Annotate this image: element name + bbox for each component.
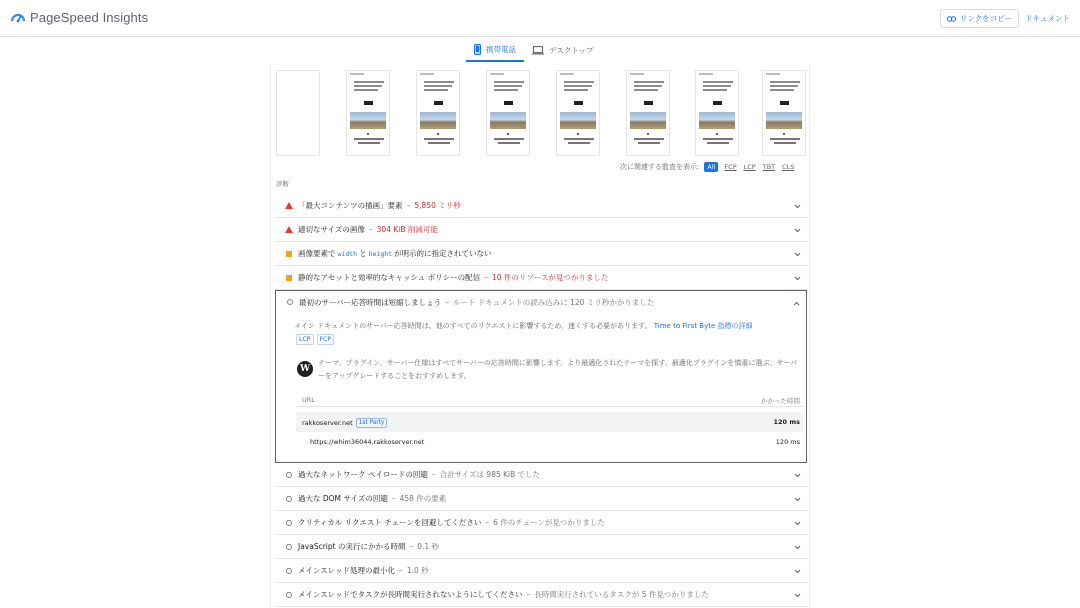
phone-icon [474, 44, 481, 55]
wordpress-tip: テーマ、プラグイン、サーバー仕様はすべてサーバーの応答時間に影響します。より最適化されたテーマを探す、最適化プラグインを慎重に選ぶ、サーバーをアップグレードすることをおすすめします。 [318, 359, 798, 380]
audit-separator: – [484, 273, 488, 282]
chevron-down-icon[interactable] [793, 567, 801, 575]
audit-item[interactable] [275, 559, 807, 583]
audit-display-value: 5,850 ミリ秒 [414, 201, 461, 210]
audit-separator: – [399, 566, 403, 575]
pass-icon [284, 472, 294, 478]
metric-tag-lcp[interactable]: LCP [296, 334, 314, 345]
audit-filter [620, 162, 795, 172]
audit-separator: – [391, 494, 396, 503]
pass-icon [284, 592, 294, 598]
audit-title: 「最大コンテンツの描画」要素 [298, 201, 403, 210]
pass-icon [284, 544, 294, 550]
filmstrip-frame [416, 70, 460, 156]
audit-description [294, 321, 804, 332]
docs-link[interactable]: ドキュメント [1025, 14, 1070, 23]
audit-title: 過大なネットワーク ペイロードの回避 [298, 470, 428, 479]
learn-more-link[interactable]: Time to First Byte 指標の詳細 [653, 322, 753, 330]
audit-display-value: 長時間実行されているタスクが 5 件見つかりました [534, 590, 709, 599]
filmstrip-frame-blank [276, 70, 320, 156]
audit-title-prefix: 画像要素で [298, 249, 336, 258]
report-column [270, 64, 810, 608]
audit-title-suffix: が明示的に指定されていない [394, 249, 492, 258]
chevron-down-icon[interactable] [793, 471, 801, 479]
audit-title: 最初のサーバー応答時間は短縮しましょう [299, 297, 442, 307]
audit-separator: – [485, 518, 490, 527]
device-tabs [466, 38, 601, 64]
audit-display-value: 458 件の要素 [399, 494, 447, 503]
audit-title: メインスレッドでタスクが長時間実行されないようにしてください [298, 590, 523, 599]
audit-title: JavaScript の実行にかかる時間 [298, 542, 406, 551]
chevron-down-icon[interactable] [793, 202, 801, 210]
description-text: メイン ドキュメントのサーバー応答時間は、他のすべてのリクエストに影響するため、速くする必要があります。 [294, 322, 652, 330]
chevron-down-icon[interactable] [793, 495, 801, 503]
audit-item[interactable] [275, 218, 807, 242]
link-icon [947, 16, 956, 22]
audit-item[interactable] [275, 463, 807, 487]
audit-separator: – [368, 225, 373, 234]
audit-item-expanded-header[interactable] [276, 291, 806, 313]
fail-icon [284, 202, 294, 209]
average-icon [284, 251, 294, 257]
copy-link-button[interactable] [940, 9, 1019, 28]
tab-desktop-label: デスクトップ [549, 45, 594, 55]
pass-icon [284, 496, 294, 502]
column-header-time: かかった時間 [761, 397, 800, 405]
filmstrip-frame [626, 70, 670, 156]
audit-item[interactable] [275, 487, 807, 511]
audit-display-value: 0.1 秒 [417, 542, 440, 551]
code-width: width [337, 249, 358, 258]
filter-chip-cls[interactable]: CLS [782, 163, 795, 171]
table-row [296, 432, 804, 452]
app-logo[interactable] [10, 9, 148, 25]
code-height: height [368, 249, 393, 258]
audit-display-value: 10 件のリソースが見つかりました [491, 273, 609, 282]
row-url[interactable]: https://whim36044.rakkoserver.net [310, 438, 425, 446]
chevron-down-icon[interactable] [793, 543, 801, 551]
pass-icon [284, 568, 294, 574]
filter-chip-tbt[interactable]: TBT [762, 163, 776, 171]
audit-title: 適切なサイズの画像 [298, 225, 365, 234]
chevron-down-icon[interactable] [793, 250, 801, 258]
top-bar [0, 0, 1080, 37]
audit-title: 静的なアセットと効率的なキャッシュ ポリシーの配信 [298, 273, 481, 282]
pass-icon [284, 520, 294, 526]
filmstrip-frame [762, 70, 806, 156]
chevron-down-icon[interactable] [793, 226, 801, 234]
first-party-badge: 1st Party [356, 418, 388, 428]
copy-link-label: リンクをコピー [959, 14, 1012, 23]
audit-separator: – [526, 590, 531, 599]
audit-display-value: 6 件のチェーンが見つかりました [493, 518, 605, 527]
audit-separator: – [431, 470, 436, 479]
chevron-down-icon[interactable] [793, 274, 801, 282]
filmstrip-frame [346, 70, 390, 156]
audit-title-mid: と [359, 249, 367, 258]
laptop-icon [532, 46, 544, 55]
audit-title: 過大な DOM サイズの回避 [298, 494, 388, 503]
chevron-up-icon[interactable] [792, 299, 800, 307]
pagespeed-logo-icon [10, 9, 26, 25]
fail-icon [284, 226, 294, 233]
audit-display-value: ルート ドキュメントの読み込みに 120 ミリ秒かかりました [452, 297, 655, 307]
filter-chip-fcp[interactable]: FCP [724, 163, 737, 171]
audit-display-value: 1.0 秒 [406, 566, 429, 575]
row-origin: rakkoserver.net [302, 419, 353, 427]
audit-title: クリティカル リクエスト チェーンを回避してください [298, 518, 482, 527]
chevron-down-icon[interactable] [793, 591, 801, 599]
audit-display-value: 合計サイズは 985 KiB でした [439, 470, 541, 479]
filter-chip-lcp[interactable]: LCP [743, 163, 756, 171]
filter-label: 次に関連する監査を表示: [620, 163, 700, 171]
audit-separator: – [409, 542, 414, 551]
audit-item[interactable] [275, 194, 807, 218]
row-time: 120 ms [775, 438, 800, 446]
filmstrip-frame [556, 70, 600, 156]
tab-desktop[interactable] [524, 38, 601, 62]
row-time: 120 ms [773, 418, 800, 426]
metric-tags [296, 334, 334, 345]
average-icon [284, 275, 294, 281]
expanded-audit [275, 290, 807, 463]
filmstrip-frame [695, 70, 739, 156]
filmstrip-frame [486, 70, 530, 156]
filter-chip-all[interactable]: All [704, 162, 718, 172]
audit-list [275, 194, 807, 607]
audit-item[interactable] [275, 242, 807, 266]
app-title: PageSpeed Insights [30, 9, 149, 25]
pass-icon [285, 299, 295, 305]
audit-display-value: 304 KiB 削減可能 [376, 225, 438, 234]
table-header [296, 389, 804, 407]
table-row [296, 412, 804, 432]
chevron-down-icon[interactable] [793, 519, 801, 527]
metric-tag-fcp[interactable]: FCP [317, 334, 335, 345]
audit-separator: – [445, 297, 449, 307]
audit-item[interactable] [275, 583, 807, 607]
column-header-url: URL [302, 396, 315, 404]
audit-item[interactable] [275, 511, 807, 535]
wordpress-icon: W [297, 361, 313, 377]
tab-mobile-label: 携帯電話 [486, 44, 516, 54]
audit-item[interactable] [275, 266, 807, 290]
section-label-diagnostics: 診断 [276, 180, 289, 188]
audit-separator: – [406, 201, 411, 210]
tab-mobile[interactable] [466, 38, 524, 62]
audit-title: メインスレッド処理の最小化 [298, 566, 396, 575]
audit-item[interactable] [275, 535, 807, 559]
